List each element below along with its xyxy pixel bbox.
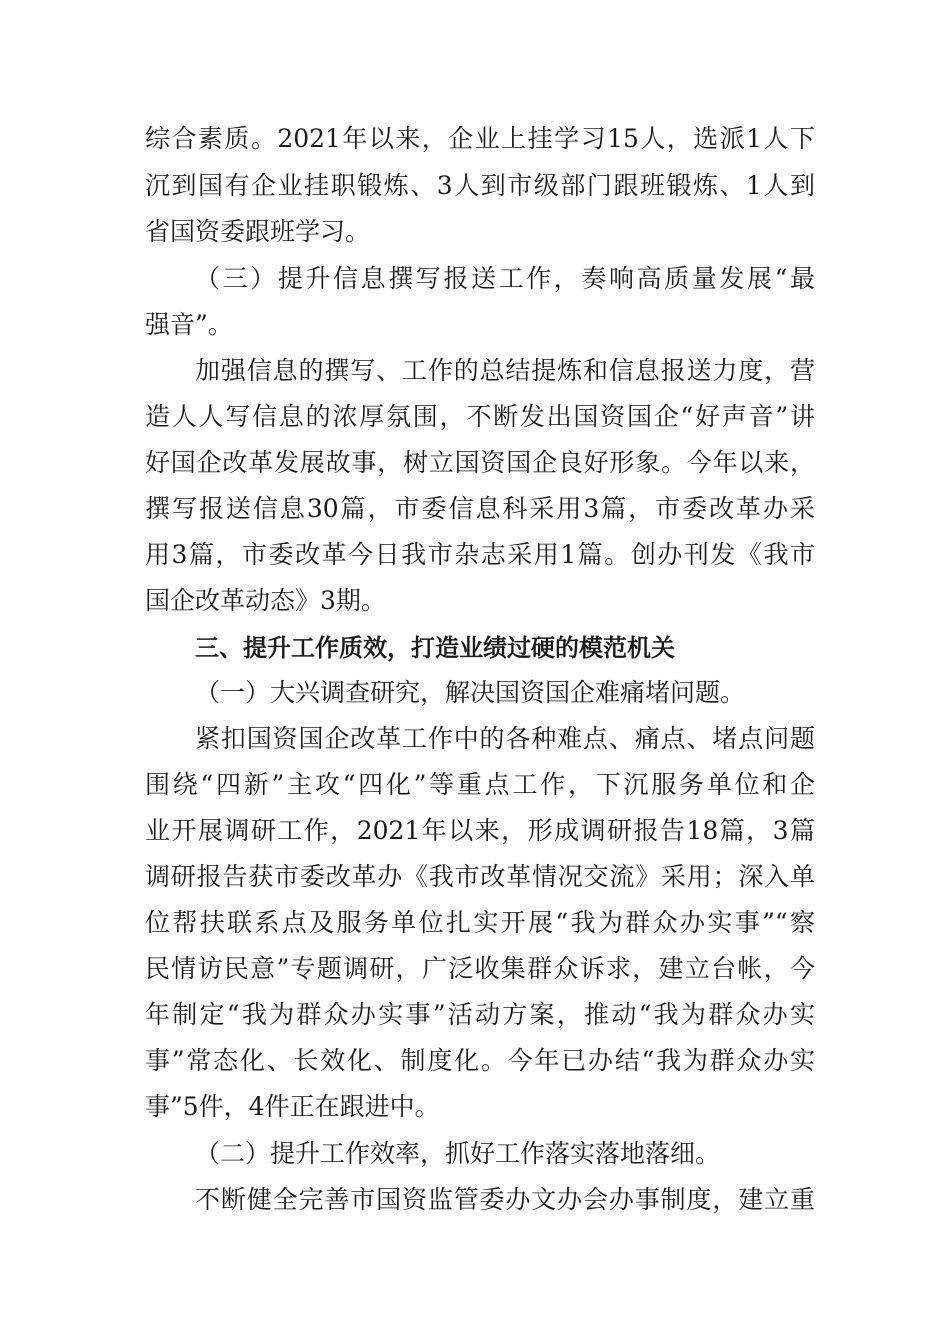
body-text-line: 位帮扶联系点及服务单位扎实开展“我为群众办实事”“察 bbox=[145, 908, 815, 937]
section-heading-2: （二）提升工作效率，抓好工作落实落地落细。 bbox=[195, 1139, 721, 1168]
body-text-line: 省国资委跟班学习。 bbox=[145, 217, 371, 246]
body-text-line: 国企改革动态》3期。 bbox=[145, 586, 386, 615]
body-text-line: 不断健全完善市国资监管委办文办会办事制度，建立重 bbox=[195, 1185, 815, 1214]
body-text-line: 年制定“我为群众办实事”活动方案，推动“我为群众办实 bbox=[145, 1000, 815, 1029]
body-text-line: 紧扣国资国企改革工作中的各种难点、痛点、堵点问题 bbox=[195, 724, 815, 753]
section-heading-3-continued: 强音”。 bbox=[145, 310, 233, 339]
body-text-line: 事”5件，4件正在跟进中。 bbox=[145, 1092, 440, 1121]
chapter-heading: 三、提升工作质效，打造业绩过硬的模范机关 bbox=[195, 634, 675, 662]
body-text-line: 好国企改革发展故事，树立国资国企良好形象。今年以来， bbox=[145, 448, 815, 477]
body-text-line: 民情访民意”专题调研，广泛收集群众诉求，建立台帐，今 bbox=[145, 954, 815, 983]
body-text-line: 造人人写信息的浓厚氛围，不断发出国资国企“好声音”讲 bbox=[145, 402, 815, 431]
body-text-line: 沉到国有企业挂职锻炼、3人到市级部门跟班锻炼、1人到 bbox=[145, 171, 815, 200]
body-text-line: 围绕“四新”主攻“四化”等重点工作，下沉服务单位和企 bbox=[145, 770, 815, 799]
body-text-line: 撰写报送信息30篇，市委信息科采用3篇，市委改革办采 bbox=[145, 494, 815, 523]
body-text-line: 事”常态化、长效化、制度化。今年已办结“我为群众办实 bbox=[145, 1046, 815, 1075]
body-text-line: 用3篇，市委改革今日我市杂志采用1篇。创办刊发《我市 bbox=[145, 540, 815, 569]
section-heading-3: （三）提升信息撰写报送工作，奏响高质量发展“最 bbox=[195, 264, 815, 293]
body-text-line: 加强信息的撰写、工作的总结提炼和信息报送力度，营 bbox=[195, 356, 815, 385]
body-text-line: 调研报告获市委改革办《我市改革情况交流》采用；深入单 bbox=[145, 862, 815, 891]
body-text-line: 业开展调研工作，2021年以来，形成调研报告18篇，3篇 bbox=[145, 816, 815, 845]
body-text-line: 综合素质。2021年以来，企业上挂学习15人，选派1人下 bbox=[145, 124, 815, 153]
section-heading-1: （一）大兴调查研究，解决国资国企难痛堵问题。 bbox=[195, 678, 746, 707]
